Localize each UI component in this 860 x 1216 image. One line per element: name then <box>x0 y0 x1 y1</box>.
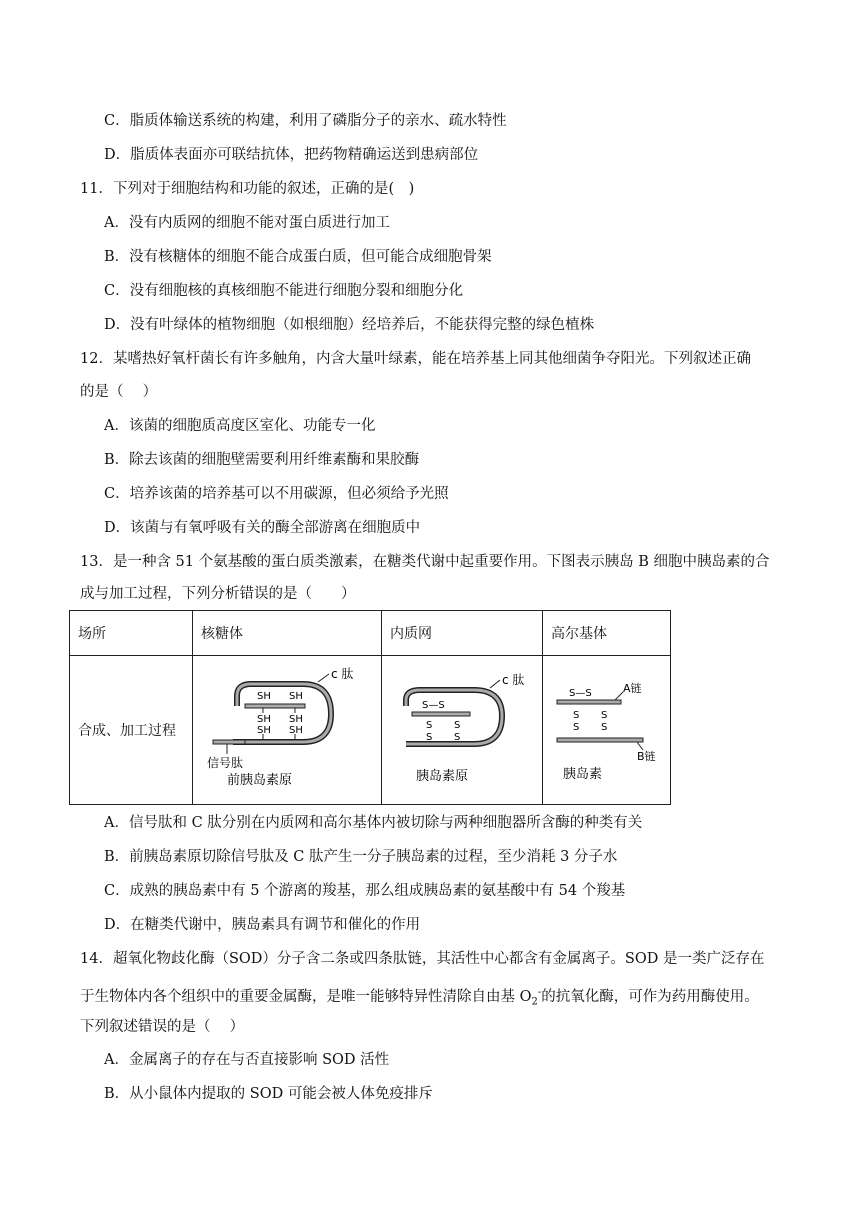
option-12d: D．该菌与有氧呼吸有关的酶全部游离在细胞质中 <box>104 520 421 536</box>
q14-subscript: 2 <box>531 996 538 1008</box>
disulfide-label: S—S <box>569 688 592 699</box>
table-header-ribosome: 核糖体 <box>193 611 382 656</box>
q14-superscript: - <box>537 987 542 998</box>
preproinsulin-diagram <box>193 656 381 804</box>
option-13b: B．前胰岛素原切除信号肽及 C 肽产生一分子胰岛素的过程，至少消耗 3 分子水 <box>104 849 618 865</box>
disulfide-label: S—S <box>422 700 445 711</box>
option-11a: A．没有内质网的细胞不能对蛋白质进行加工 <box>104 215 390 231</box>
question-14-line1: 14．超氧化物歧化酶（SOD）分子含二条或四条肽链，其活性中心都含有金属离子。SOD 是一类广泛存在 <box>80 951 765 967</box>
sh-label: SH <box>289 691 303 702</box>
question-13-line1: 13．是一种含 51 个氨基酸的蛋白质类激素，在糖类代谢中起重要作用。下图表示胰岛 B 细胞中胰岛素的合 <box>80 554 770 570</box>
sh-label: SH <box>257 691 271 702</box>
question-12-line1: 12．某嗜热好氧杆菌长有许多触角，内含大量叶绿素，能在培养基上同其他细菌争夺阳光。下列叙述正确 <box>80 351 751 367</box>
preproinsulin-caption: 前胰岛素原 <box>227 773 293 788</box>
question-12-line2: 的是（ ） <box>80 384 158 400</box>
option-12c: C．培养该菌的培养基可以不用碳源，但必须给予光照 <box>104 486 449 502</box>
option-11b: B．没有核糖体的细胞不能合成蛋白质，但可能合成细胞骨架 <box>104 249 492 265</box>
sh-label: SH <box>289 714 303 725</box>
figure-cell-ribosome <box>193 656 382 805</box>
figure-cell-er <box>382 656 543 805</box>
s-label: S <box>601 710 608 721</box>
question-14-line3: 下列叙述错误的是（ ） <box>80 1019 245 1035</box>
table-header-er: 内质网 <box>382 611 543 656</box>
table-header-golgi: 高尔基体 <box>543 611 671 656</box>
sh-label: SH <box>257 725 271 736</box>
figure-cell-golgi <box>543 656 671 805</box>
option-10c: C．脂质体输送系统的构建，利用了磷脂分子的亲水、疏水特性 <box>104 113 507 129</box>
b-chain-label: B链 <box>637 750 656 763</box>
sh-label: SH <box>257 714 271 725</box>
q14-text-a: 于生物体内各个组织中的重要金属酶，是唯一能够特异性清除自由基 O <box>80 988 532 1005</box>
s-label: S <box>573 710 580 721</box>
option-13a: A．信号肽和 C 肽分别在内质网和高尔基体内被切除与两种细胞器所含酶的种类有关 <box>104 815 643 831</box>
option-14a: A．金属离子的存在与否直接影响 SOD 活性 <box>104 1052 390 1068</box>
option-13c: C．成熟的胰岛素中有 5 个游离的羧基，那么组成胰岛素的氨基酸中有 54 个羧基 <box>104 883 626 899</box>
s-label: S <box>454 720 461 731</box>
table-header-site: 场所 <box>70 611 193 656</box>
question-14-line2 <box>80 983 759 1013</box>
table-row-label: 合成、加工过程 <box>70 656 193 805</box>
s-label: S <box>426 732 433 743</box>
question-13-line2: 成与加工过程，下列分析错误的是（ ） <box>80 586 356 602</box>
s-label: S <box>426 720 433 731</box>
option-10d: D．脂质体表面亦可联结抗体，把药物精确运送到患病部位 <box>104 147 479 163</box>
q14-text-b: 的抗氧化酶，可作为药用酶使用。 <box>541 988 759 1005</box>
proinsulin-caption: 胰岛素原 <box>416 769 469 784</box>
option-11c: C．没有细胞核的真核细胞不能进行细胞分裂和细胞分化 <box>104 283 464 299</box>
option-11d: D．没有叶绿体的植物细胞（如根细胞）经培养后，不能获得完整的绿色植株 <box>104 317 595 333</box>
s-label: S <box>573 722 580 733</box>
s-label: S <box>601 722 608 733</box>
option-12a: A．该菌的细胞质高度区室化、功能专一化 <box>104 418 376 434</box>
insulin-diagram <box>543 656 667 804</box>
question-11: 11．下列对于细胞结构和功能的叙述，正确的是( ) <box>80 181 415 197</box>
insulin-caption: 胰岛素 <box>563 767 603 782</box>
option-13d: D．在糖类代谢中，胰岛素具有调节和催化的作用 <box>104 917 421 933</box>
s-label: S <box>454 732 461 743</box>
option-12b: B．除去该菌的细胞壁需要利用纤维素酶和果胶酶 <box>104 452 420 468</box>
c-peptide-label: c 肽 <box>331 667 354 681</box>
option-14b: B．从小鼠体内提取的 SOD 可能会被人体免疫排斥 <box>104 1086 433 1102</box>
proinsulin-diagram <box>382 656 542 804</box>
c-peptide-label: c 肽 <box>502 673 525 687</box>
signal-peptide-label: 信号肽 <box>207 756 244 770</box>
a-chain-label: A链 <box>623 682 642 695</box>
sh-label: SH <box>289 725 303 736</box>
process-table <box>69 610 671 805</box>
